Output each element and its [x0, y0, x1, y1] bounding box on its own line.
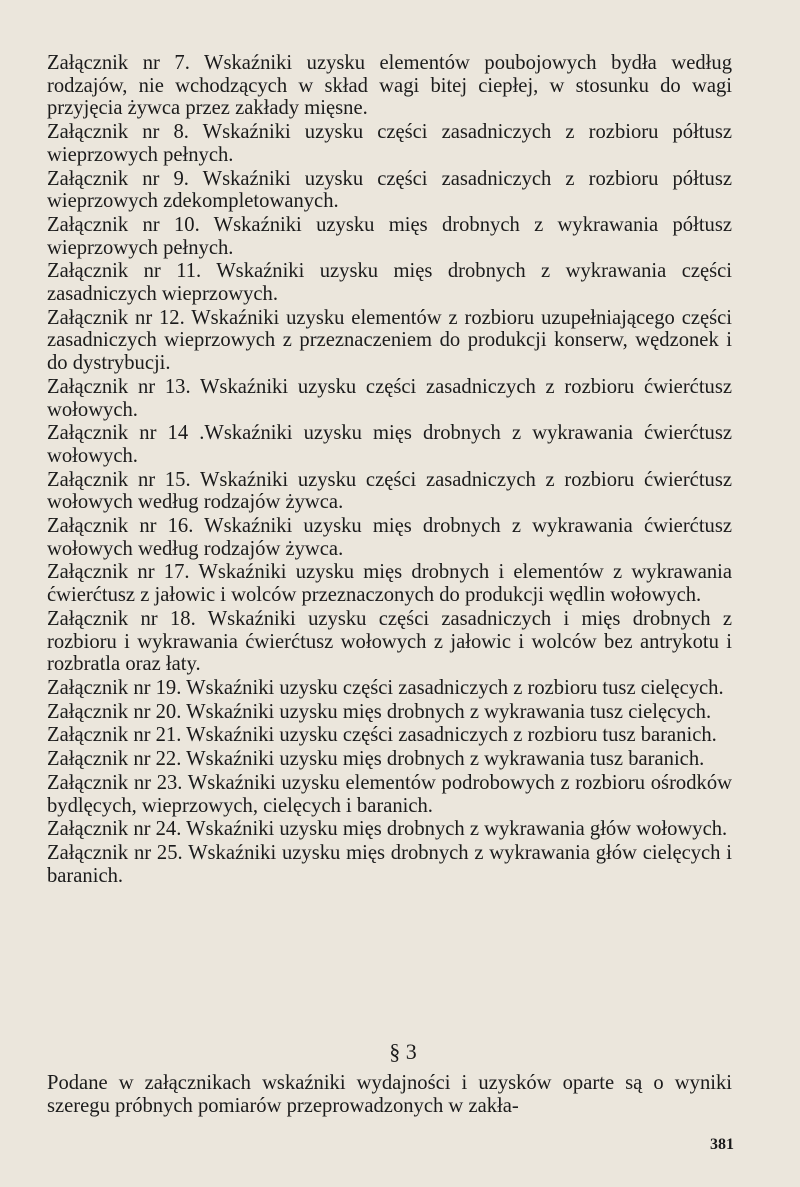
attachment-item-20: Załącznik nr 20. Wskaźniki uzysku mięs drobnych z wykrawania tusz cielęcych.: [47, 700, 712, 723]
attachment-item-8: Załącznik nr 8. Wskaźniki uzysku części zasadniczych z rozbioru półtusz wieprzowych pełnych.: [47, 121, 732, 166]
attachment-list: [47, 52, 732, 888]
attachment-item-15: Załącznik nr 15. Wskaźniki uzysku części zasadniczych z rozbioru ćwierćtusz wołowych według rodzajów żywca.: [47, 468, 732, 514]
attachment-item-7: Załącznik nr 7. Wskaźniki uzysku elementów poubojowych bydła według rodzajów, nie wchodzących w skład wagi bitej ciepłej, w stosunku do wagi przyjęcia żywca przez zakłady mięsne.: [47, 52, 732, 120]
attachment-item-24: Załącznik nr 24. Wskaźniki uzysku mięs drobnych z wykrawania głów wołowych.: [47, 818, 728, 841]
attachment-item-11: Załącznik nr 11. Wskaźniki uzysku mięs drobnych z wykrawania części zasadniczych wieprzowych.: [47, 260, 732, 306]
body-paragraph: Podane w załącznikach wskaźniki wydajności i uzysków oparte są o wyniki szeregu próbnych pomiarów przeprowadzonych w zakła-: [47, 1072, 732, 1117]
attachment-item-25: Załącznik nr 25. Wskaźniki uzysku mięs drobnych z wykrawania głów cielęcych i baranich.: [47, 841, 732, 887]
attachment-item-12: Załącznik nr 12. Wskaźniki uzysku elementów z rozbioru uzupełniającego części zasadniczych wieprzowych z przeznaczeniem do produkcji konserw, wędzonek i do dystrybucji.: [47, 306, 732, 375]
page-number: 381: [710, 1136, 734, 1153]
attachment-item-16: Załącznik nr 16. Wskaźniki uzysku mięs drobnych z wykrawania ćwierćtusz wołowych według rodzajów żywca.: [47, 515, 732, 560]
attachment-item-23: Załącznik nr 23. Wskaźniki uzysku elementów podrobowych z rozbioru ośrodków bydlęcych, wieprzowych, cielęcych i baranich.: [47, 771, 732, 817]
attachment-item-21: Załącznik nr 21. Wskaźniki uzysku części zasadniczych z rozbioru tusz baranich.: [47, 724, 717, 747]
attachment-item-18: Załącznik nr 18. Wskaźniki uzysku części zasadniczych i mięs drobnych z rozbioru i wykrawania ćwierćtusz wołowych z jałowic i wolców bez antrykotu i rozbratla oraz łaty.: [47, 607, 732, 676]
attachment-item-17: Załącznik nr 17. Wskaźniki uzysku mięs drobnych i elementów z wykrawania ćwierćtusz z jałowic i wolców przeznaczonych do produkcji wędlin wołowych.: [47, 561, 732, 607]
attachment-item-22: Załącznik nr 22. Wskaźniki uzysku mięs drobnych z wykrawania tusz baranich.: [47, 748, 705, 771]
section-heading: § 3: [389, 1039, 417, 1064]
attachment-item-10: Załącznik nr 10. Wskaźniki uzysku mięs drobnych z wykrawania półtusz wieprzowych pełnych.: [47, 213, 732, 259]
attachment-item-14: Załącznik nr 14 .Wskaźniki uzysku mięs drobnych z wykrawania ćwierćtusz wołowych.: [47, 422, 732, 467]
attachment-item-19: Załącznik nr 19. Wskaźniki uzysku części zasadniczych z rozbioru tusz cielęcych.: [47, 676, 724, 699]
attachment-item-9: Załącznik nr 9. Wskaźniki uzysku części zasadniczych z rozbioru półtusz wieprzowych zdekompletowanych.: [47, 167, 732, 213]
attachment-item-13: Załącznik nr 13. Wskaźniki uzysku części zasadniczych z rozbioru ćwierćtusz wołowych.: [47, 375, 732, 421]
